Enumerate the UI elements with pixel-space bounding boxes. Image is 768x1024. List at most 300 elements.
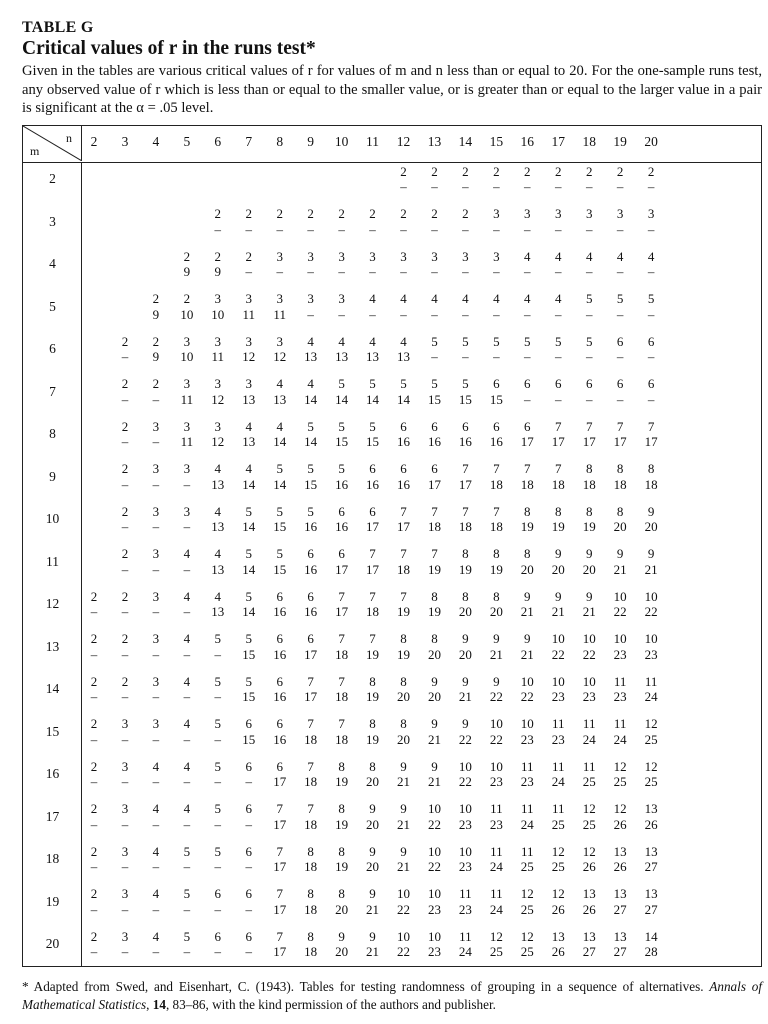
upper-critical-value: 21 <box>644 561 658 577</box>
lower-critical-value: 11 <box>613 716 627 731</box>
lower-critical-value: 4 <box>183 801 191 816</box>
table-cell <box>201 206 235 237</box>
corner-m-label: m <box>30 144 40 158</box>
upper-critical-value: – <box>307 306 314 322</box>
lower-critical-value: 5 <box>431 376 438 391</box>
lower-critical-value: 5 <box>245 631 252 646</box>
table-cell <box>387 164 421 195</box>
upper-critical-value: 16 <box>397 476 410 492</box>
upper-critical-value: – <box>245 901 252 917</box>
table-cell <box>356 334 390 365</box>
table-cell <box>417 546 451 577</box>
upper-critical-value: – <box>369 221 376 237</box>
table-cell <box>108 674 142 705</box>
upper-critical-value: – <box>90 816 98 832</box>
upper-critical-value: 17 <box>273 816 287 832</box>
table-cell <box>387 929 421 960</box>
upper-critical-value: 16 <box>273 646 287 662</box>
lower-critical-value: 4 <box>307 376 314 391</box>
table-cell <box>356 886 390 917</box>
upper-critical-value: 15 <box>427 391 441 407</box>
table-cell <box>356 674 390 705</box>
table-cell <box>108 801 142 832</box>
lower-critical-value: 9 <box>369 843 376 859</box>
upper-critical-value: – <box>369 306 376 322</box>
upper-critical-value: – <box>585 306 593 322</box>
lower-critical-value: 2 <box>90 673 98 689</box>
table-cell <box>325 844 359 875</box>
upper-critical-value: 16 <box>458 434 472 449</box>
lower-critical-value: 4 <box>276 418 283 434</box>
lower-critical-value: 9 <box>647 503 655 519</box>
upper-critical-value: 14 <box>304 434 318 449</box>
lower-critical-value: 4 <box>616 248 624 264</box>
lower-critical-value: 10 <box>489 758 503 774</box>
upper-critical-value: – <box>647 306 655 322</box>
table-cell <box>448 291 482 322</box>
table-cell <box>139 716 173 747</box>
lower-critical-value: 12 <box>551 886 565 901</box>
table-cell <box>356 461 390 492</box>
upper-critical-value: 11 <box>180 434 194 449</box>
lower-critical-value: 10 <box>427 843 441 859</box>
upper-critical-value: 19 <box>427 604 441 619</box>
upper-critical-value: 23 <box>520 774 534 789</box>
lower-critical-value: 6 <box>214 928 222 944</box>
table-cell <box>201 801 235 832</box>
lower-critical-value: 8 <box>585 461 593 476</box>
upper-critical-value: 18 <box>304 731 318 747</box>
lower-critical-value: 4 <box>524 248 531 264</box>
lower-critical-value: 4 <box>462 291 469 306</box>
table-cell <box>510 546 544 577</box>
lower-critical-value: 6 <box>369 503 376 519</box>
lower-critical-value: 6 <box>338 503 345 519</box>
m-header: 5 <box>49 298 56 314</box>
lower-critical-value: 6 <box>276 673 283 689</box>
table-cell <box>510 419 544 450</box>
lower-critical-value: 8 <box>338 843 345 859</box>
table-cell <box>139 376 173 407</box>
lower-critical-value: 10 <box>551 673 565 689</box>
upper-critical-value: – <box>400 264 407 279</box>
upper-critical-value: – <box>121 519 129 534</box>
upper-critical-value: – <box>245 816 252 832</box>
table-cell <box>510 674 544 705</box>
table-cell <box>510 334 544 365</box>
table-cell <box>417 759 451 790</box>
lower-critical-value: 8 <box>307 886 314 901</box>
upper-critical-value: 18 <box>551 476 565 492</box>
lower-critical-value: 8 <box>338 758 345 774</box>
table-cell <box>634 334 668 365</box>
lower-critical-value: 4 <box>152 928 160 944</box>
lower-critical-value: 3 <box>183 376 191 391</box>
table-cell <box>510 164 544 195</box>
lower-critical-value: 10 <box>644 588 658 604</box>
lower-critical-value: 6 <box>245 758 252 774</box>
upper-critical-value: 9 <box>183 264 191 279</box>
lower-critical-value: 11 <box>521 758 534 774</box>
lower-critical-value: 2 <box>400 163 407 179</box>
upper-critical-value: 18 <box>304 774 318 789</box>
lower-critical-value: 2 <box>214 248 222 264</box>
table-cell <box>108 929 142 960</box>
lower-critical-value: 9 <box>585 588 593 604</box>
upper-critical-value: – <box>245 221 252 237</box>
table-cell <box>541 844 575 875</box>
footnote-volume: 14 <box>152 996 166 1012</box>
table-cell <box>634 631 668 662</box>
lower-critical-value: 8 <box>338 801 345 816</box>
table-cell <box>325 759 359 790</box>
lower-critical-value: 8 <box>400 631 407 646</box>
upper-critical-value: 21 <box>458 689 472 704</box>
upper-critical-value: – <box>121 476 129 492</box>
upper-critical-value: – <box>183 816 191 832</box>
table-cell <box>325 419 359 450</box>
lower-critical-value: 2 <box>307 206 314 221</box>
table-cell <box>417 376 451 407</box>
table-cell <box>108 546 142 577</box>
lower-critical-value: 3 <box>276 248 283 264</box>
lower-critical-value: 2 <box>121 588 129 604</box>
lower-critical-value: 5 <box>245 546 252 561</box>
lower-critical-value: 2 <box>493 163 500 179</box>
upper-critical-value: – <box>121 434 129 449</box>
table-cell <box>232 419 266 450</box>
upper-critical-value: – <box>431 264 438 279</box>
upper-critical-value: 24 <box>551 774 565 789</box>
lower-critical-value: 5 <box>183 843 191 859</box>
table-cell <box>294 801 328 832</box>
n-header: 14 <box>458 134 473 149</box>
lower-critical-value: 5 <box>585 333 593 349</box>
table-cell <box>510 801 544 832</box>
n-header: 9 <box>307 134 315 149</box>
lower-critical-value: 9 <box>462 631 469 646</box>
lower-critical-value: 7 <box>431 546 438 561</box>
table-cell <box>541 206 575 237</box>
table-cell <box>603 716 637 747</box>
lower-critical-value: 4 <box>183 673 191 689</box>
upper-critical-value: 18 <box>582 476 596 492</box>
upper-critical-value: 22 <box>397 901 410 917</box>
lower-critical-value: 2 <box>400 206 407 221</box>
upper-critical-value: 16 <box>273 604 287 619</box>
upper-critical-value: 19 <box>397 604 410 619</box>
upper-critical-value: – <box>585 264 593 279</box>
lower-critical-value: 10 <box>397 928 410 944</box>
lower-critical-value: 12 <box>644 716 658 731</box>
lower-critical-value: 6 <box>214 886 222 901</box>
table-cell <box>139 929 173 960</box>
table-cell <box>417 801 451 832</box>
n-header: 18 <box>582 134 596 149</box>
table-cell <box>634 504 668 535</box>
table-cell <box>541 759 575 790</box>
lower-critical-value: 4 <box>585 248 593 264</box>
table-cell <box>387 546 421 577</box>
upper-critical-value: – <box>524 264 531 279</box>
table-cell <box>108 461 142 492</box>
upper-critical-value: 23 <box>427 944 441 959</box>
table-cell <box>448 886 482 917</box>
upper-critical-value: 14 <box>242 604 256 619</box>
table-cell <box>448 716 482 747</box>
upper-critical-value: – <box>245 264 252 279</box>
upper-critical-value: 21 <box>582 604 596 619</box>
table-cell <box>541 334 575 365</box>
upper-critical-value: – <box>121 391 129 407</box>
lower-critical-value: 5 <box>214 801 222 816</box>
upper-critical-value: 13 <box>211 476 225 492</box>
upper-critical-value: 23 <box>613 646 627 662</box>
lower-critical-value: 4 <box>493 291 500 306</box>
m-header: 13 <box>45 638 60 654</box>
upper-critical-value: 13 <box>304 349 318 364</box>
lower-critical-value: 2 <box>369 206 376 221</box>
table-cell <box>634 291 668 322</box>
table-cell <box>448 249 482 280</box>
n-header: 19 <box>613 134 627 149</box>
lower-critical-value: 9 <box>369 801 376 816</box>
upper-critical-value: – <box>616 264 624 279</box>
lower-critical-value: 5 <box>338 418 345 434</box>
lower-critical-value: 7 <box>276 886 283 901</box>
upper-critical-value: 20 <box>582 561 596 577</box>
lower-critical-value: 7 <box>276 928 283 944</box>
upper-critical-value: – <box>493 306 500 322</box>
table-cell <box>232 759 266 790</box>
lower-critical-value: 4 <box>152 886 160 901</box>
lower-critical-value: 5 <box>183 886 191 901</box>
table-cell <box>417 589 451 620</box>
lower-critical-value: 3 <box>152 716 160 731</box>
upper-critical-value: 17 <box>273 774 287 789</box>
table-cell <box>603 419 637 450</box>
table-cell <box>232 929 266 960</box>
lower-critical-value: 3 <box>369 248 376 264</box>
table-cell <box>387 461 421 492</box>
lower-critical-value: 4 <box>214 461 222 476</box>
table-cell <box>541 631 575 662</box>
table-cell <box>479 546 513 577</box>
lower-critical-value: 6 <box>431 418 438 434</box>
table-cell <box>356 844 390 875</box>
lower-critical-value: 9 <box>400 801 407 816</box>
table-cell <box>572 206 606 237</box>
table-cell <box>263 334 297 365</box>
lower-critical-value: 12 <box>520 886 534 901</box>
table-cell <box>356 206 390 237</box>
lower-critical-value: 2 <box>152 333 160 349</box>
lower-critical-value: 8 <box>369 673 376 689</box>
lower-critical-value: 11 <box>582 716 596 731</box>
table-cell <box>325 376 359 407</box>
lower-critical-value: 2 <box>121 546 129 561</box>
lower-critical-value: 6 <box>307 546 314 561</box>
lower-critical-value: 5 <box>276 461 283 476</box>
table-cell <box>232 334 266 365</box>
lower-critical-value: 7 <box>555 461 562 476</box>
table-cell <box>572 759 606 790</box>
table-label: TABLE G <box>22 19 94 36</box>
upper-critical-value: 18 <box>427 519 441 534</box>
table-cell <box>232 206 266 237</box>
table-cell <box>541 376 575 407</box>
table-cell <box>294 759 328 790</box>
table-cell <box>232 291 266 322</box>
table-cell <box>139 419 173 450</box>
table-cell <box>634 206 668 237</box>
lower-critical-value: 5 <box>214 758 222 774</box>
table-cell <box>541 249 575 280</box>
n-header: 2 <box>90 134 98 149</box>
lower-critical-value: 3 <box>245 333 252 349</box>
table-cell <box>479 376 513 407</box>
upper-critical-value: – <box>152 434 160 449</box>
upper-critical-value: – <box>183 774 191 789</box>
table-cell <box>603 801 637 832</box>
lower-critical-value: 6 <box>307 631 314 646</box>
table-cell <box>634 801 668 832</box>
footnote-journal: Annals of Mathematical Statistics <box>22 979 763 1012</box>
table-cell <box>201 929 235 960</box>
upper-critical-value: – <box>647 391 655 407</box>
table-cell <box>356 631 390 662</box>
table-cell <box>634 249 668 280</box>
lower-critical-value: 3 <box>400 248 407 264</box>
upper-critical-value: 20 <box>335 901 349 917</box>
lower-critical-value: 5 <box>245 588 252 604</box>
upper-critical-value: 14 <box>242 519 256 534</box>
table-cell <box>479 291 513 322</box>
table-cell <box>603 759 637 790</box>
upper-critical-value: 15 <box>273 561 287 577</box>
table-cell <box>634 929 668 960</box>
lower-critical-value: 7 <box>493 461 500 476</box>
lower-critical-value: 7 <box>338 716 345 731</box>
lower-critical-value: 5 <box>214 843 222 859</box>
table-cell <box>294 419 328 450</box>
upper-critical-value: 23 <box>582 689 596 704</box>
upper-critical-value: 15 <box>366 434 380 449</box>
upper-critical-value: 15 <box>242 646 256 662</box>
table-cell <box>634 546 668 577</box>
table-cell <box>139 291 173 322</box>
upper-critical-value: 11 <box>242 306 256 322</box>
table-cell <box>108 631 142 662</box>
lower-critical-value: 5 <box>400 376 407 391</box>
lower-critical-value: 7 <box>493 503 500 519</box>
lower-critical-value: 6 <box>276 716 283 731</box>
lower-critical-value: 6 <box>647 333 655 349</box>
lower-critical-value: 4 <box>183 546 191 561</box>
lower-critical-value: 6 <box>307 588 314 604</box>
upper-critical-value: 17 <box>551 434 565 449</box>
lower-critical-value: 4 <box>214 546 222 561</box>
lower-critical-value: 12 <box>489 928 503 944</box>
table-cell <box>479 504 513 535</box>
lower-critical-value: 3 <box>493 206 500 221</box>
table-cell <box>448 419 482 450</box>
upper-critical-value: – <box>462 306 469 322</box>
table-cell <box>294 674 328 705</box>
upper-critical-value: 16 <box>304 604 318 619</box>
upper-critical-value: 20 <box>644 519 658 534</box>
lower-critical-value: 3 <box>524 206 531 221</box>
table-description: Given in the tables are various critical values of r for values of m and n less than or equal to 20. For the one-sample runs test, any observed value of r which is less than or equal to the smaller value, or is greater than or equal to the larger value in a pair is significant at the α = .05 level. <box>22 63 762 116</box>
table-cell <box>232 674 266 705</box>
upper-critical-value: 17 <box>644 434 658 449</box>
table-cell <box>201 759 235 790</box>
table-cell <box>479 844 513 875</box>
table-cell <box>387 844 421 875</box>
upper-critical-value: 25 <box>520 944 534 959</box>
table-cell <box>572 461 606 492</box>
lower-critical-value: 8 <box>555 503 562 519</box>
lower-critical-value: 2 <box>90 588 98 604</box>
upper-critical-value: – <box>152 476 160 492</box>
lower-critical-value: 13 <box>551 928 565 944</box>
upper-critical-value: – <box>121 901 129 917</box>
table-cell <box>448 334 482 365</box>
lower-critical-value: 11 <box>551 758 565 774</box>
upper-critical-value: 17 <box>427 476 441 492</box>
upper-critical-value: – <box>90 774 98 789</box>
table-cell <box>387 674 421 705</box>
table-cell <box>263 546 297 577</box>
table-cell <box>387 631 421 662</box>
upper-critical-value: 21 <box>520 604 534 619</box>
table-cell <box>325 716 359 747</box>
lower-critical-value: 11 <box>521 843 534 859</box>
upper-critical-value: – <box>152 731 160 747</box>
lower-critical-value: 13 <box>644 886 658 901</box>
upper-critical-value: – <box>90 859 98 874</box>
lower-critical-value: 6 <box>245 716 252 731</box>
upper-critical-value: – <box>152 944 160 959</box>
m-header: 18 <box>45 851 60 866</box>
upper-critical-value: 15 <box>489 391 503 407</box>
upper-critical-value: – <box>245 859 252 874</box>
upper-critical-value: 18 <box>304 901 318 917</box>
upper-critical-value: – <box>462 264 469 279</box>
lower-critical-value: 5 <box>338 376 345 391</box>
lower-critical-value: 10 <box>582 673 596 689</box>
upper-critical-value: – <box>493 179 500 194</box>
table-cell <box>201 461 235 492</box>
table-cell <box>108 334 142 365</box>
table-cell <box>387 334 421 365</box>
upper-critical-value: 12 <box>211 434 225 449</box>
upper-critical-value: 20 <box>520 561 534 577</box>
lower-critical-value: 2 <box>152 376 160 391</box>
lower-critical-value: 9 <box>555 588 562 604</box>
upper-critical-value: 15 <box>458 391 472 407</box>
lower-critical-value: 6 <box>524 418 531 434</box>
upper-critical-value: 19 <box>489 561 503 577</box>
lower-critical-value: 2 <box>276 206 283 221</box>
lower-critical-value: 8 <box>307 843 314 859</box>
m-header: 6 <box>49 341 56 356</box>
table-cell <box>510 206 544 237</box>
lower-critical-value: 7 <box>307 716 314 731</box>
upper-critical-value: – <box>183 859 191 874</box>
table-cell <box>294 249 328 280</box>
upper-critical-value: 20 <box>366 774 380 789</box>
